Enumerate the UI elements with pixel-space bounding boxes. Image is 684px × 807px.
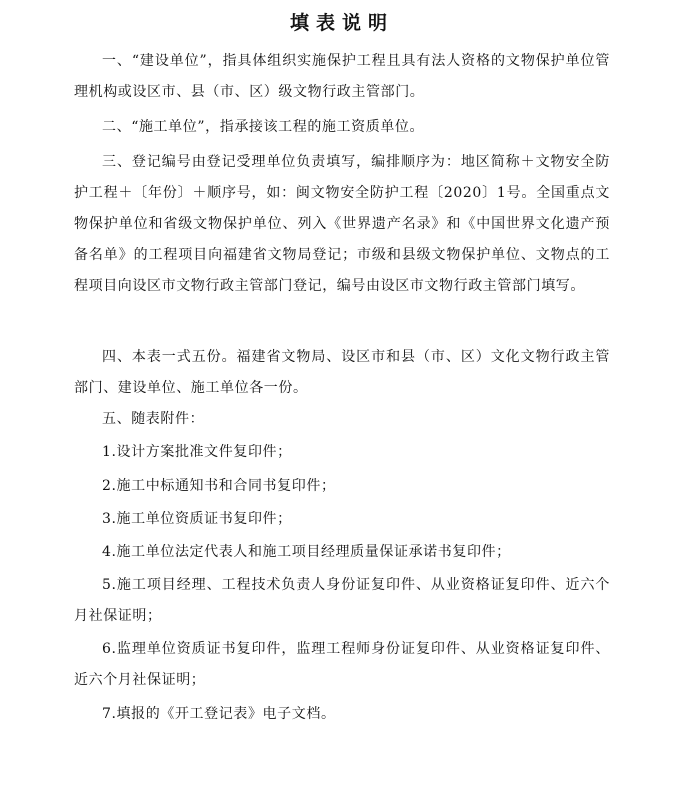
attachment-item: 1.设计方案批准文件复印件； — [102, 444, 292, 460]
attachment-item: 4.施工单位法定代表人和施工项目经理质量保证承诺书复印件； — [102, 544, 511, 560]
attachment-item: 7.填报的《开工登记表》电子文档。 — [102, 706, 336, 722]
paragraph-registration-number: 三、登记编号由登记受理单位负责填写，编排顺序为：地区简称＋文物安全防护工程＋〔年份〕＋顺序号，如：闽文物安全防护工程〔2020〕1号。全国重点文物保护单位和省级文物保护单位、列入《世界遗产名录》和《中国世界文化遗产预备名单》的工程项目向福建省文物局登记；市级和县级文物保护单位、文物点的工程项目向设区市文物行政主管部门登记，编号由设区市文物行政主管部门填写。 — [74, 154, 610, 294]
paragraph-construction-unit: 一、“建设单位”，指具体组织实施保护工程且具有法人资格的文物保护单位管理机构或设区市、县（市、区）级文物行政主管部门。 — [74, 53, 610, 100]
document-title: 填表说明 — [289, 12, 394, 34]
attachment-item: 2.施工中标通知书和合同书复印件； — [102, 478, 336, 494]
paragraph-contractor-unit: 二、“施工单位”，指承接该工程的施工资质单位。 — [102, 119, 425, 135]
attachment-item: 6.监理单位资质证书复印件，监理工程师身份证复印件、从业资格证复印件、近六个月社保证明； — [74, 641, 610, 688]
attachment-item: 3.施工单位资质证书复印件； — [102, 511, 292, 527]
paragraph-attachments-heading: 五、随表附件： — [102, 411, 205, 427]
paragraph-copies: 四、本表一式五份。福建省文物局、设区市和县（市、区）文化文物行政主管部门、建设单位、施工单位各一份。 — [74, 349, 610, 396]
attachment-item: 5.施工项目经理、工程技术负责人身份证复印件、从业资格证复印件、近六个月社保证明； — [74, 577, 610, 624]
